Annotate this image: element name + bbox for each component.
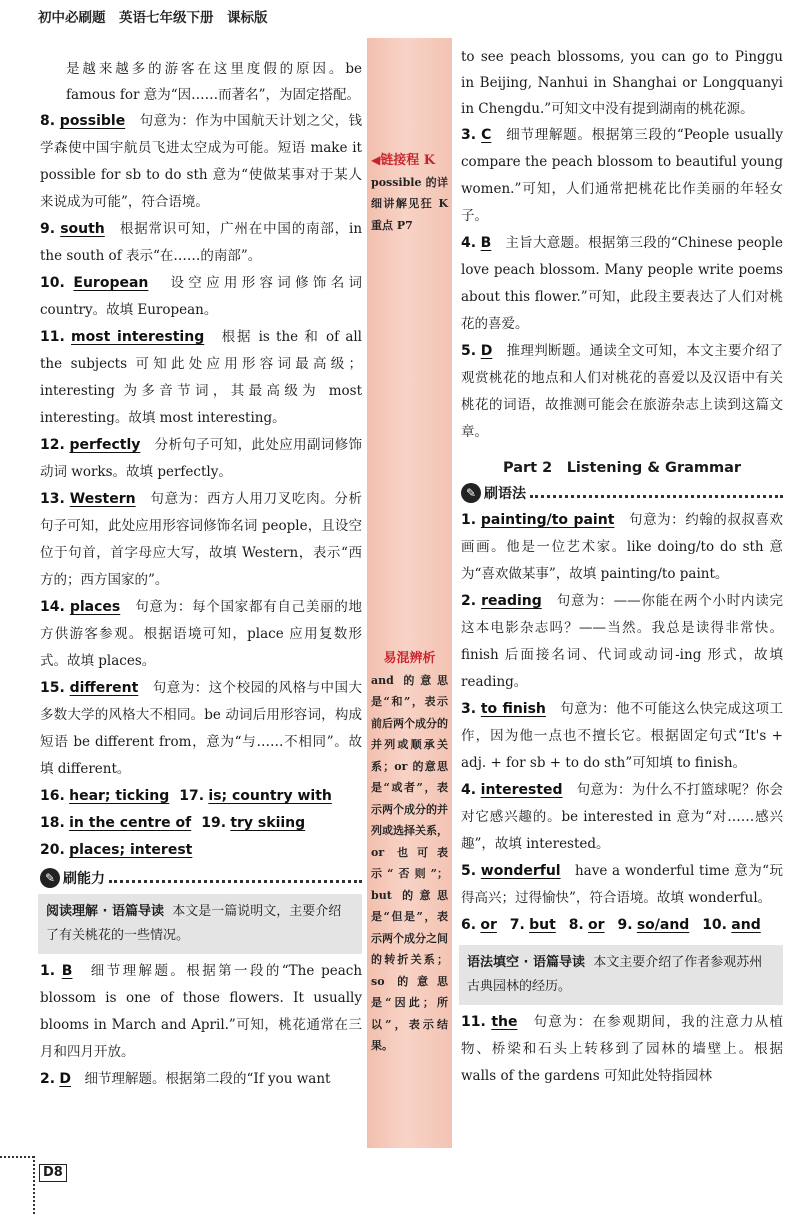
answer: D [59,1071,71,1087]
answer: most interesting [71,329,205,345]
answer: D [480,343,493,359]
explanation: 细节理解题。根据第二段的“If you want [84,1071,331,1087]
answer: but [529,917,556,933]
answer-item [40,1066,362,1093]
item-number: 2. [40,1071,56,1087]
explanation: 句意为：约翰的叔叔喜欢画画。他是一位艺术家。like doing/to do sth 意为“喜欢做某事”，故填 painting/to paint。 [461,512,784,582]
part-title: Part 2 Listening & Grammar [502,460,742,476]
item-number: 15. [40,680,65,696]
explanation: 句意为：在参观期间，我的注意力从植物、桥梁和石头上转移到了园林的墙壁上。根据 walls of the gardens 可知此处特指园林 [461,1014,784,1084]
section-label: 刷语法 [484,486,526,502]
item-number: 3. [461,701,477,717]
answer-item [40,486,362,594]
link-note-text: possible 的详细讲解见狂 K 重点 P7 [371,175,448,232]
cloze-guide-text: 本文主要介绍了作者参观苏州古典园林的经历。 [467,955,763,994]
answer-item [40,675,362,783]
explanation: 推理判断题。通读全文可知，本文主要介绍了观赏桃花的地点和人们对桃花的喜爱以及汉语中有关桃花的词语，故推测可能会在旅游杂志上读到这篇文章。 [461,343,784,440]
answer: painting/to paint [480,512,615,528]
explanation: 细节理解题。根据第三段的“People usually compare the peach blossom to beautiful young women.”可知，人们通常把桃花比作美丽的年轻女子。 [461,127,783,224]
answer-item [461,1009,783,1090]
answer: different [69,680,139,696]
answer: interested [480,782,563,798]
page-header: 初中必刷题 英语七年级下册 课标版 [38,10,268,26]
answer-item [461,230,783,338]
explanation: 主旨大意题。根据第三段的“Chinese people love peach blossom. Many people write poems about this flower.”可知，此段主要表达了人们对桃花的喜爱。 [461,235,784,332]
explanation: have a wonderful time 意为“玩得高兴；过得愉快”，符合语境。故填 wonderful。 [461,863,783,906]
item-number: 1. [461,512,477,528]
answer: south [60,221,105,237]
item-number: 10. [40,275,65,291]
explanation: 细节理解题。根据第一段的“The peach blossom is one of those flowers. It usually blooms in March and April.”可知，桃花通常在三月和四月开放。 [40,963,363,1060]
explanation: 句意为：西方人用刀叉吃肉。分析句子可知，此处应用形容词修饰名词 people，且设空位于句首，首字母应大写，故填 Western，表示“西方的；西方国家的”。 [40,491,363,588]
item-number: 14. [40,599,65,615]
left-column [40,56,362,1093]
explanation: 句意为：每个国家都有自己美丽的地方供游客参观。根据语境可知，place 应用复数形式。故填 places。 [40,599,363,669]
answer: is; country with [208,788,332,804]
answer-item [40,324,362,432]
item-number: 11. [40,329,65,345]
answer: or [480,917,497,933]
arrow-icon: ◀ [371,153,381,167]
reading-guide-box [38,894,362,954]
item-number: 5. [461,863,477,879]
explanation: 句意为：他不可能这么快完成这项工作，因为他一点也不擅长它。根据固定句式“It's + adj. + for sb + to do sth”可知填 to finish。 [461,701,784,771]
item-number: 8. [40,113,56,129]
explanation: 设空应用形容词修饰名词 country。故填 European。 [40,275,363,318]
answer-item [461,122,783,230]
item-number: 5. [461,343,477,359]
answer: so/and [636,917,690,933]
item-number: 4. [461,782,477,798]
explanation: 句意为：——你能在两个小时内读完这本电影杂志吗？——当然。我总是读得非常快。finish 后面接名词、代词或动词-ing 形式，故填 reading。 [461,593,783,690]
item-number: 1. [40,963,56,979]
right-column [461,44,783,1090]
confuse-note-text: and 的意思是“和”，表示前后两个成分的并列或顺承关系；or 的意思是“或者”，表示两个成分的并列或选择关系，or 也可表示“否则”；but 的意思是“但是”，表示两个成分之间的转折关系；so 的意思是“因此；所以”，表示结果。 [371,673,448,1052]
reading-guide-text: 本文是一篇说明文，主要介绍了有关桃花的一些情况。 [46,904,342,943]
side-notes [367,38,452,1148]
link-note-title: 链接程 K [380,153,436,168]
answer: in the centre of [69,815,192,831]
cloze-guide-box [459,945,783,1005]
cloze-guide-title: 语法填空 · 语篇导读 [467,955,585,970]
answer: or [588,917,605,933]
left-intro: 是越来越多的游客在这里度假的原因。be famous for 意为“因……而著名”，为固定搭配。 [66,61,362,103]
answer: places; interest [69,842,193,858]
pen-icon: ✎ [40,868,60,888]
section-label: 刷能力 [63,871,105,887]
answer-item [40,958,362,1066]
ability-section-header [40,868,362,888]
answer: try skiing [230,815,306,831]
answer: European [73,275,149,291]
answer-item [40,594,362,675]
item-number: 9. [40,221,56,237]
answer-item [461,507,783,588]
answer: perfectly [69,437,141,453]
item-number: 12. [40,437,65,453]
short-answer-row: 16. hear; ticking 17. is; country with [40,788,332,804]
answer-item [40,270,362,324]
answer: Western [69,491,136,507]
reading-guide-title: 阅读理解 · 语篇导读 [46,904,164,919]
explanation: 句意为：这个校园的风格与中国大多数大学的风格大不相同。be 动词后用形容词，构成短语 be different from，意为“与……不相同”。故填 different。 [40,680,363,777]
explanation: 根据 is the 和 of all the subjects 可知此处应用形容词最高级；interesting 为多音节词，其最高级为 most interesting。故填 most interesting。 [40,329,363,426]
answer: C [481,127,492,143]
answer-item [461,588,783,696]
explanation: 根据常识可知，广州在中国的南部，in the south of 表示“在……的南部”。 [40,221,363,264]
answer: to finish [480,701,546,717]
short-answer-row: 6. or 7. but 8. or 9. so/and 10. and [461,917,761,933]
answer: B [61,963,73,979]
explanation: 分析句子可知，此处应用副词修饰动词 works。故填 perfectly。 [40,437,363,480]
answer: possible [59,113,126,129]
item-number: 2. [461,593,477,609]
pen-icon: ✎ [461,483,481,503]
grammar-section-header [461,483,783,503]
link-note [367,150,452,236]
explanation: 句意为：为什么不打篮球呢？你会对它感兴趣的。be interested in 意为“对……感兴趣”，故填 interested。 [461,782,784,852]
right-intro: to see peach blossoms, you can go to Pinggu in Beijing, Nanhui in Shanghai or Longquanyi in Chengdu.”可知文中没有提到湖南的桃花源。 [461,49,783,117]
page-number: D8 [39,1164,67,1182]
answer: reading [481,593,542,609]
answer-item [461,777,783,858]
short-answer-row: 20. places; interest [40,842,193,858]
item-number: 4. [461,235,477,251]
explanation: 句意为：作为中国航天计划之父，钱学森使中国宇航员飞进太空成为可能。短语 make it possible for sb to do sth 意为“使做某事对于某人来说成为可能”，符合语境。 [40,113,363,210]
answer-item [461,858,783,912]
answer: and [731,917,761,933]
item-number: 11. [461,1014,486,1030]
answer-item [40,216,362,270]
short-answer-row: 18. in the centre of 19. try skiing [40,815,306,831]
item-number: 3. [461,127,477,143]
answer: hear; ticking [69,788,170,804]
answer: places [69,599,121,615]
answer: wonderful [480,863,561,879]
confuse-note-title: 易混辨析 [383,651,436,666]
item-number: 13. [40,491,65,507]
confuse-note [367,648,452,1057]
answer-item [461,696,783,777]
answer-item [40,432,362,486]
answer: the [491,1014,518,1030]
answer-item [40,108,362,216]
answer-item [461,338,783,446]
answer: B [480,235,492,251]
